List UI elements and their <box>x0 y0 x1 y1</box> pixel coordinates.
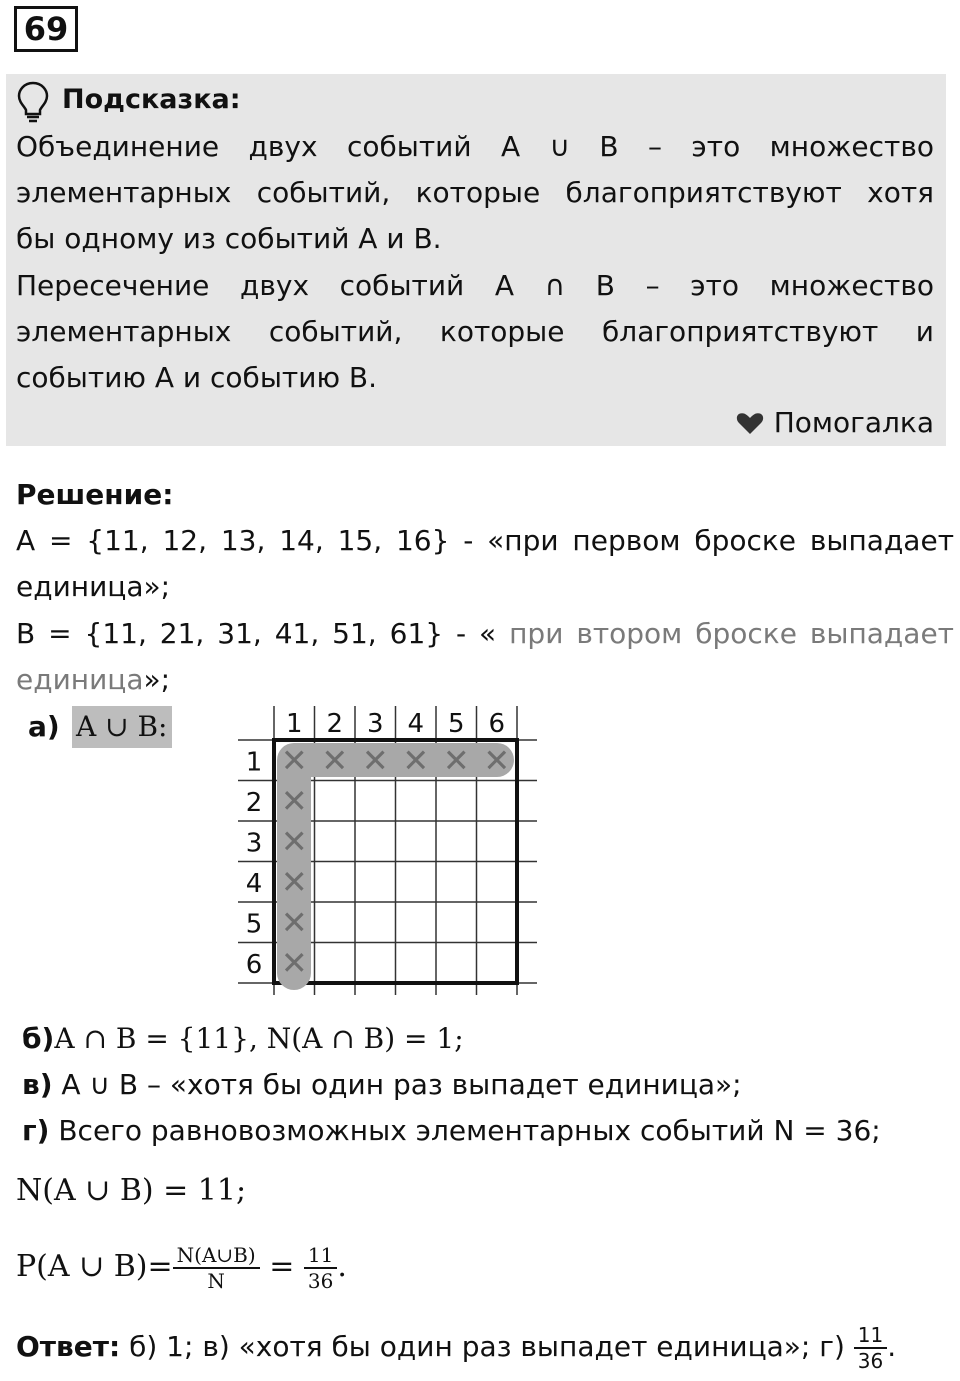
answer-num: 11 <box>854 1323 887 1349</box>
grid-col-label: 6 <box>488 709 506 739</box>
p-result-den: 36 <box>307 1269 334 1293</box>
grid-row-label: 6 <box>245 949 263 980</box>
grid-mark-12: ✕ <box>321 741 349 780</box>
grid-mark-51: ✕ <box>280 903 308 942</box>
problem-number: 69 <box>14 6 78 52</box>
part-g-text: Всего равновозможных элементарных событий N = 36; <box>49 1114 881 1147</box>
grid-mark-13: ✕ <box>361 741 389 780</box>
heart-icon <box>736 412 764 436</box>
grid-mark-15: ✕ <box>442 741 470 780</box>
set-a-line-1: A = {11, 12, 13, 14, 15, 16} - «при первом броске выпадает <box>16 524 954 557</box>
grid-mark-16: ✕ <box>483 741 511 780</box>
answer-label: Ответ: <box>16 1330 121 1363</box>
p-left: P(A ∪ B)= <box>16 1249 173 1284</box>
part-b <box>22 1016 464 1062</box>
part-v <box>22 1062 742 1108</box>
lightbulb-icon <box>16 80 50 124</box>
p-equals: = <box>259 1249 304 1284</box>
p-frac-den: N <box>207 1269 225 1293</box>
p-end: . <box>337 1249 347 1284</box>
grid-mark-11: ✕ <box>280 741 308 780</box>
part-v-text: A ∪ B – «хотя бы один раз выпадет единица»; <box>61 1068 742 1101</box>
n-union: N(A ∪ B) = 11; <box>16 1173 247 1208</box>
part-g <box>22 1108 881 1154</box>
grid-row-label: 1 <box>245 747 263 778</box>
part-a-label: а) <box>28 710 60 743</box>
answer-text: б) 1; в) «хотя бы один раз выпадет единица»; г) <box>120 1330 854 1363</box>
p-frac-num: N(A∪B) <box>173 1243 260 1269</box>
grid-mark-21: ✕ <box>280 781 308 820</box>
part-b-label: б) <box>22 1022 55 1055</box>
grid-col-label: 5 <box>447 709 465 739</box>
grid-col-label: 2 <box>326 709 344 739</box>
set-b-line-2 <box>16 657 170 703</box>
set-b-line-1 <box>16 611 954 657</box>
grid-row-label: 4 <box>245 868 263 899</box>
grid-mark-41: ✕ <box>280 862 308 901</box>
set-b-prefix: B = {11, 21, 31, 41, 51, 61} - « <box>16 617 497 650</box>
part-a-expression: A ∪ B: <box>72 706 172 748</box>
grid-col-label: 3 <box>366 709 384 739</box>
hint-intersection-line-1: Пересечение двух событий A ∩ B – это множество <box>16 269 934 302</box>
set-b-line-2-gray: единица <box>16 663 144 696</box>
answer-end: . <box>887 1330 897 1363</box>
hint-union-line-1: Объединение двух событий A ∪ B – это множество <box>16 130 934 163</box>
answer-fraction <box>854 1323 887 1373</box>
grid-row-label: 3 <box>245 828 263 859</box>
hint-union-line-3: бы одному из событий A и B. <box>16 222 442 255</box>
credit-label: Помогалка <box>773 406 934 439</box>
hint-union-line-2: элементарных событий, которые благоприятствуют хотя <box>16 176 934 209</box>
outcome-grid <box>230 700 550 1000</box>
grid-mark-14: ✕ <box>402 741 430 780</box>
p-result-fraction <box>304 1243 337 1293</box>
answer-den: 36 <box>857 1349 884 1373</box>
answer-line <box>16 1316 896 1378</box>
set-b-gray-text: при втором броске выпадает <box>509 617 954 650</box>
hint-intersection-line-3: событию A и событию B. <box>16 361 378 394</box>
part-v-label: в) <box>22 1068 53 1101</box>
part-g-label: г) <box>22 1114 50 1147</box>
grid-row-label: 2 <box>245 787 263 818</box>
grid-col-label: 1 <box>285 709 303 739</box>
grid-row-label: 5 <box>245 909 263 940</box>
hint-title: Подсказка: <box>62 84 241 115</box>
grid-mark-61: ✕ <box>280 943 308 982</box>
grid-col-label: 4 <box>407 709 425 739</box>
p-result-num: 11 <box>304 1243 337 1269</box>
set-a-line-2: единица»; <box>16 570 171 603</box>
part-b-text: A ∩ B = {11}, N(A ∩ B) = 1; <box>54 1022 464 1055</box>
set-b-line-2-end: »; <box>143 663 171 696</box>
p-fraction <box>173 1243 260 1293</box>
solution-title: Решение: <box>16 478 174 511</box>
probability-formula <box>16 1232 347 1302</box>
grid-mark-31: ✕ <box>280 822 308 861</box>
hint-intersection-line-2: элементарных событий, которые благоприятствуют и <box>16 315 934 348</box>
